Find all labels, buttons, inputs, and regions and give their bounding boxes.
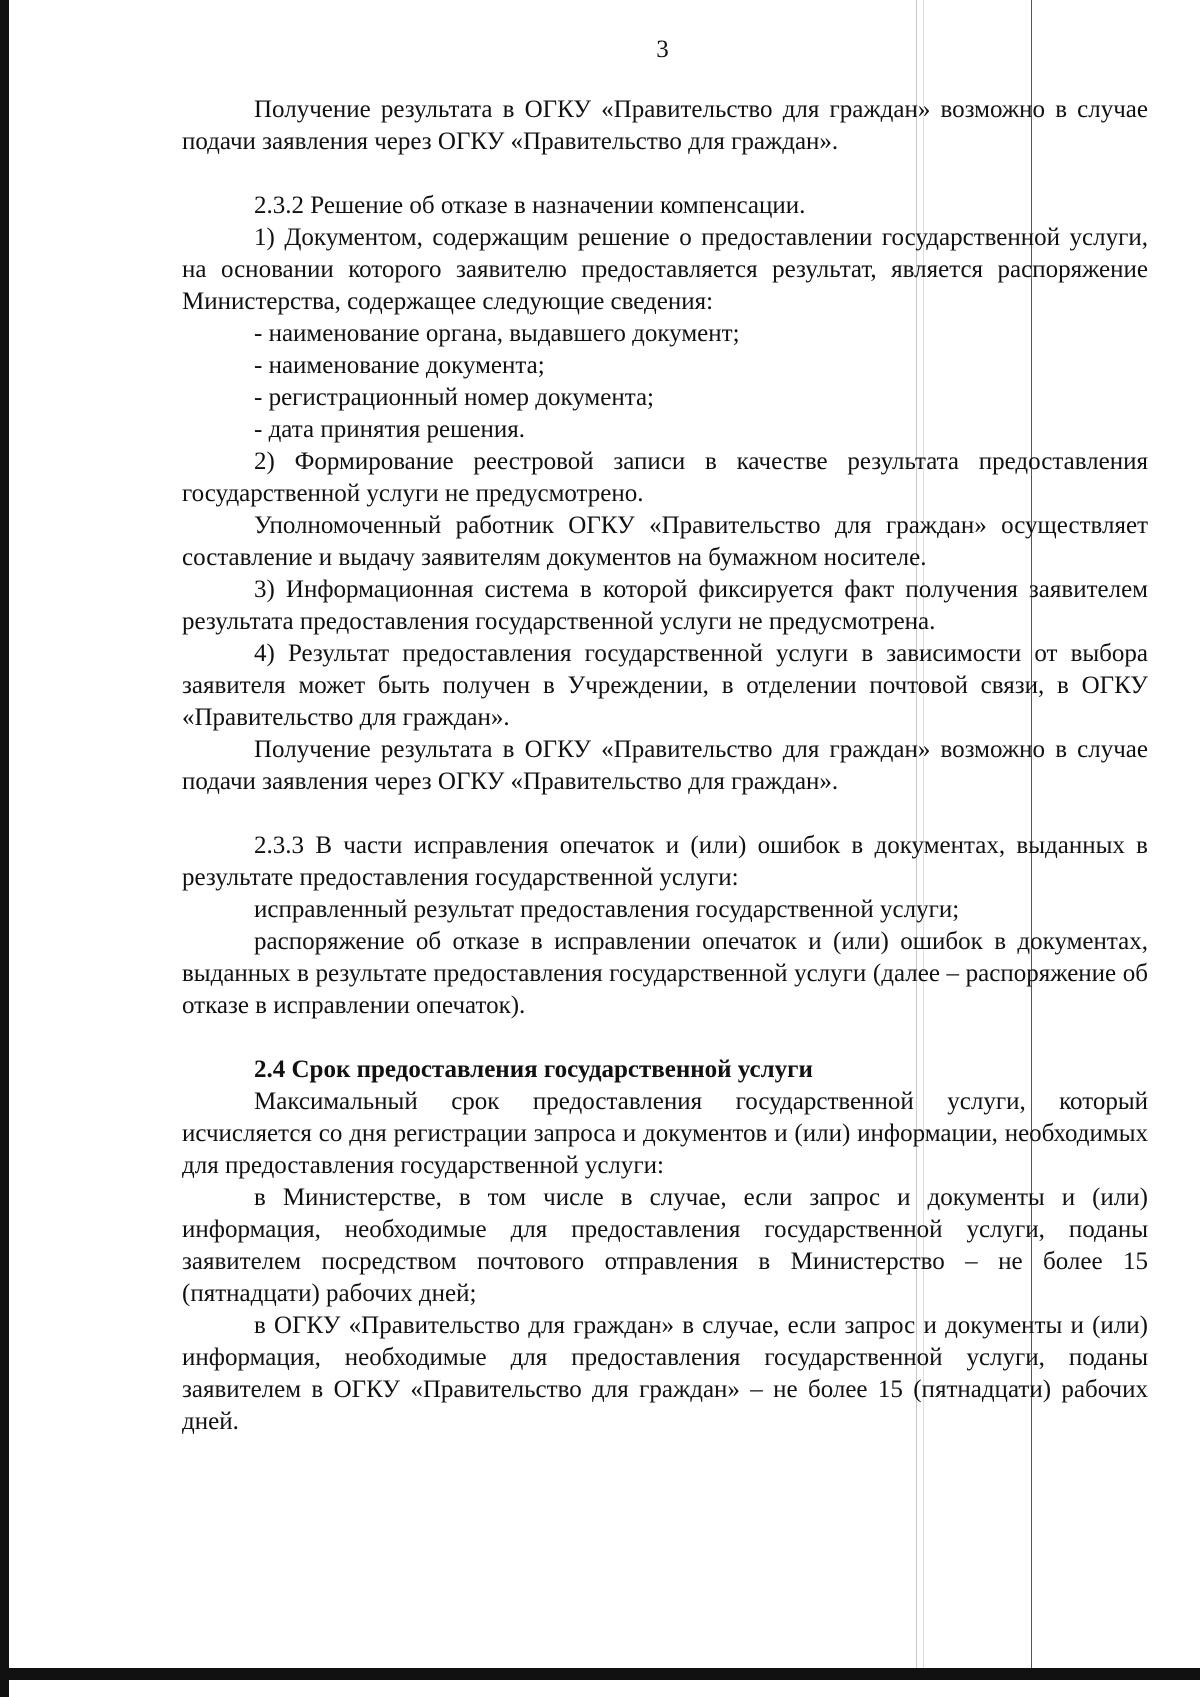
paragraph: Уполномоченный работник ОГКУ «Правительство для граждан» осуществляет составление и выдачу заявителям документов на бумажном носителе. xyxy=(182,512,1148,571)
paragraph: исправленный результат предоставления государственной услуги; xyxy=(254,896,960,923)
paragraph: 4) Результат предоставления государственной услуги в зависимости от выбора заявителя может быть получен в Учреждении, в отделении почтовой связи, в ОГКУ «Правительство для граждан». xyxy=(182,640,1148,731)
scan-edge-left xyxy=(0,0,9,1697)
list-item: - наименование органа, выдавшего документ; xyxy=(254,320,740,347)
list-item: - регистрационный номер документа; xyxy=(254,384,654,411)
spacer xyxy=(182,158,1148,190)
page-number: 3 xyxy=(656,36,669,63)
paragraph: Максимальный срок предоставления государственной услуги, который исчисляется со дня регистрации запроса и документов и (или) информации, необходимых для предоставления государственной услуги: xyxy=(182,1088,1148,1179)
paragraph: Получение результата в ОГКУ «Правительство для граждан» возможно в случае подачи заявления через ОГКУ «Правительство для граждан». xyxy=(182,96,1148,155)
document-body xyxy=(182,94,1148,1438)
spacer xyxy=(182,1022,1148,1054)
paragraph: в Министерстве, в том числе в случае, если запрос и документы и (или) информация, необходимые для предоставления государственной услуги, поданы заявителем посредством почтового отправления в Министерство – не более 15 (пятнадцати) рабочих дней; xyxy=(182,1184,1148,1307)
paragraph: 1) Документом, содержащим решение о предоставлении государственной услуги, на основании которого заявителю предоставляется результат, является распоряжение Министерства, содержащее следующие сведения: xyxy=(182,224,1148,315)
paragraph: Получение результата в ОГКУ «Правительство для граждан» возможно в случае подачи заявления через ОГКУ «Правительство для граждан». xyxy=(182,736,1148,795)
section-heading: 2.4 Срок предоставления государственной услуги xyxy=(254,1056,813,1083)
scan-edge-bottom xyxy=(0,1668,1200,1680)
list-item: - дата принятия решения. xyxy=(254,416,525,443)
paragraph: 2) Формирование реестровой записи в качестве результата предоставления государственной услуги не предусмотрено. xyxy=(182,448,1148,507)
spacer xyxy=(182,798,1148,830)
section-title: 2.3.2 Решение об отказе в назначении компенсации. xyxy=(254,192,806,219)
paragraph: в ОГКУ «Правительство для граждан» в случае, если запрос и документы и (или) информация, необходимые для предоставления государственной услуги, поданы заявителем в ОГКУ «Правительство для граждан» – не более 15 (пятнадцати) рабочих дней. xyxy=(182,1312,1148,1435)
paragraph: распоряжение об отказе в исправлении опечаток и (или) ошибок в документах, выданных в результате предоставления государственной услуги (далее – распоряжение об отказе в исправлении опечаток). xyxy=(182,928,1148,1019)
paragraph: 3) Информационная система в которой фиксируется факт получения заявителем результата предоставления государственной услуги не предусмотрена. xyxy=(182,576,1148,635)
list-item: - наименование документа; xyxy=(254,352,545,379)
section-title: 2.3.3 В части исправления опечаток и (или) ошибок в документах, выданных в результате предоставления государственной услуги: xyxy=(182,832,1148,891)
